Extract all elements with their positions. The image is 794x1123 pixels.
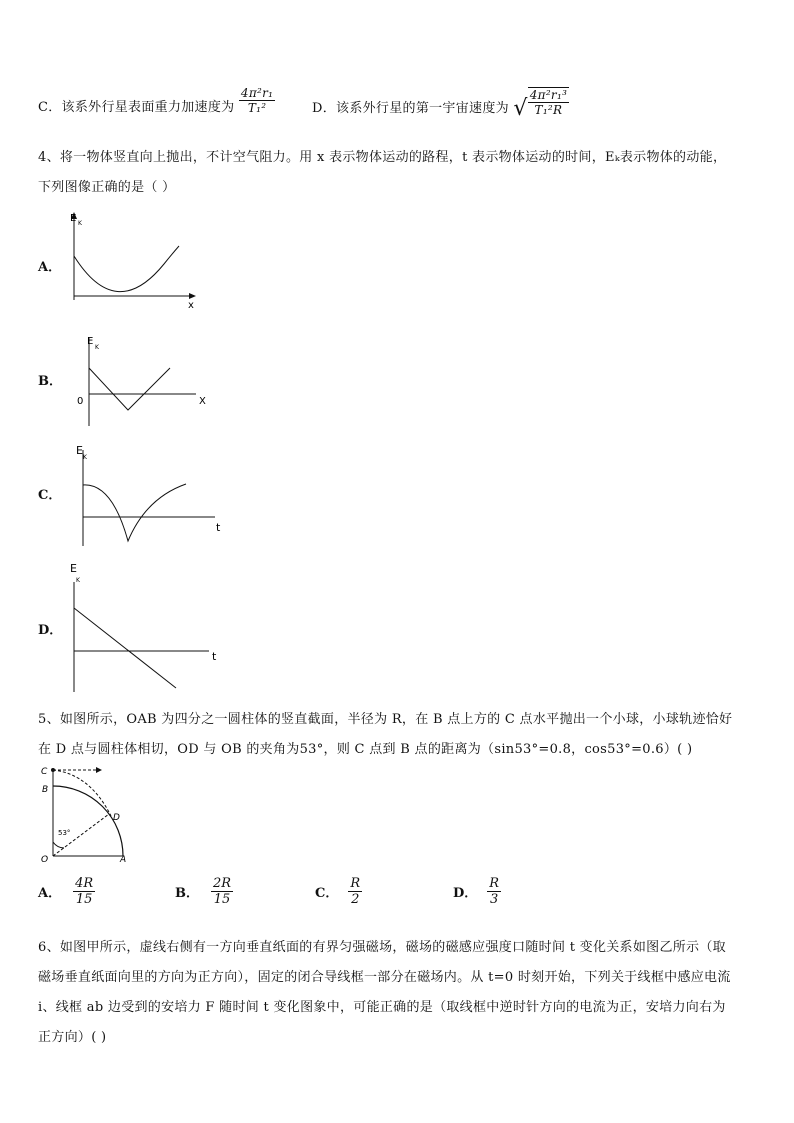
y-label-sub: K — [83, 454, 87, 461]
q5-option-c-fraction — [348, 876, 362, 907]
q5-option-b-fraction — [211, 876, 233, 907]
q5-option-a-numerator: 4R — [75, 876, 94, 891]
q5-option-c-numerator: R — [350, 876, 361, 891]
x-label: t — [216, 521, 221, 534]
q3-option-c — [38, 86, 275, 115]
trajectory — [53, 770, 111, 816]
q5-stem-line2: 在 D 点与圆柱体相切，OD 与 OB 的夹角为53°，则 C 点到 B 点的距离为（sin53°=0.8，cos53°=0.6）( ) — [38, 742, 693, 757]
q3-option-d-fraction — [528, 87, 570, 117]
q5-option-b — [175, 876, 233, 907]
q5-option-c-label: C． — [315, 886, 339, 901]
label-d: D — [113, 813, 120, 823]
q4-graph-d — [64, 560, 224, 692]
x-label: X — [199, 396, 206, 407]
x-arrow-icon — [189, 293, 196, 299]
label-c: C — [41, 767, 48, 777]
q4-stem-line2: 下列图像正确的是（ ） — [38, 180, 176, 195]
q5-option-d-numerator: R — [489, 876, 500, 891]
y-label-sub: K — [76, 577, 80, 584]
q5-option-d-label: D． — [453, 886, 478, 901]
q3-option-c-denominator: T₁² — [247, 101, 267, 115]
y-label: E — [76, 444, 83, 457]
q5-option-c — [315, 876, 362, 907]
ball-icon — [51, 768, 55, 772]
curve — [74, 246, 179, 292]
q4-graph-b — [74, 328, 214, 433]
q3-option-d — [312, 87, 569, 121]
q4-option-b-label: B． — [38, 374, 62, 389]
q5-option-d — [453, 876, 501, 907]
label-b: B — [42, 785, 49, 795]
y-label-sub: K — [95, 344, 99, 351]
velocity-arrow-icon — [96, 767, 102, 773]
q5-option-a — [38, 876, 95, 907]
label-angle: 53° — [58, 829, 71, 837]
q4-stem-line1: 4、将一物体竖直向上抛出，不计空气阻力。用 x 表示物体运动的路程，t 表示物体运动的时间，Eₖ表示物体的动能， — [38, 150, 727, 165]
sqrt-icon: √ — [513, 96, 528, 121]
q6-stem-line2: 磁场垂直纸面向里的方向为正方向），固定的闭合导线框一部分在磁场内。从 t=0 时刻开始，下列关于线框中感应电流 — [38, 970, 731, 985]
q6-stem-line3: i、线框 ab 边受到的安培力 F 随时间 t 变化图象中，可能正确的是（取线框中逆时针方向的电流为正，安培力向右为 — [38, 1000, 726, 1015]
origin-label: 0 — [77, 396, 84, 407]
q5-option-d-fraction — [487, 876, 501, 907]
q3-option-c-text: C．该系外行星表面重力加速度为 — [38, 100, 235, 115]
q5-option-d-denominator: 3 — [490, 892, 499, 907]
q5-option-a-label: A． — [38, 886, 62, 901]
q5-option-a-denominator: 15 — [75, 892, 93, 907]
y-label: E — [70, 562, 77, 575]
q4-graph-c — [70, 438, 230, 548]
y-label-sub: K — [78, 220, 82, 227]
q5-option-c-denominator: 2 — [351, 892, 360, 907]
q3-option-d-text: D．该系外行星的第一宇宙速度为 — [312, 101, 509, 116]
curve — [89, 368, 170, 410]
y-label: E — [87, 336, 94, 347]
q3-option-c-numerator: 4π²r₁ — [240, 86, 274, 100]
q4-option-d-label: D． — [38, 623, 63, 638]
curve — [74, 608, 176, 688]
q4-graph-a — [64, 208, 204, 318]
q5-option-a-fraction — [73, 876, 95, 907]
q6-stem-line1: 6、如图甲所示，虚线右侧有一方向垂直纸面的有界匀强磁场，磁场的磁感应强度口随时间 t 变化关系如图乙所示（取 — [38, 940, 726, 955]
angle-arc — [53, 842, 64, 848]
q5-option-b-numerator: 2R — [213, 876, 232, 891]
q3-option-c-fraction — [239, 86, 275, 115]
y-label: E — [70, 213, 77, 224]
label-o: O — [41, 855, 49, 865]
q3-option-d-numerator: 4π²r₁³ — [529, 87, 568, 102]
x-label: t — [212, 650, 217, 663]
curve — [83, 484, 186, 541]
q4-option-c-label: C． — [38, 488, 62, 503]
q5-option-b-denominator: 15 — [213, 892, 231, 907]
q5-option-b-label: B． — [175, 886, 199, 901]
q5-figure — [38, 762, 138, 866]
q6-stem-line4: 正方向）( ) — [38, 1030, 107, 1045]
q3-option-d-denominator: T₁²R — [534, 102, 563, 117]
q5-stem-line1: 5、如图所示，OAB 为四分之一圆柱体的竖直截面，半径为 R，在 B 点上方的 C 点水平抛出一个小球，小球轨迹恰好 — [38, 712, 733, 727]
label-a: A — [120, 855, 127, 865]
q4-option-a-label: A． — [38, 260, 62, 275]
x-label: x — [188, 300, 194, 311]
